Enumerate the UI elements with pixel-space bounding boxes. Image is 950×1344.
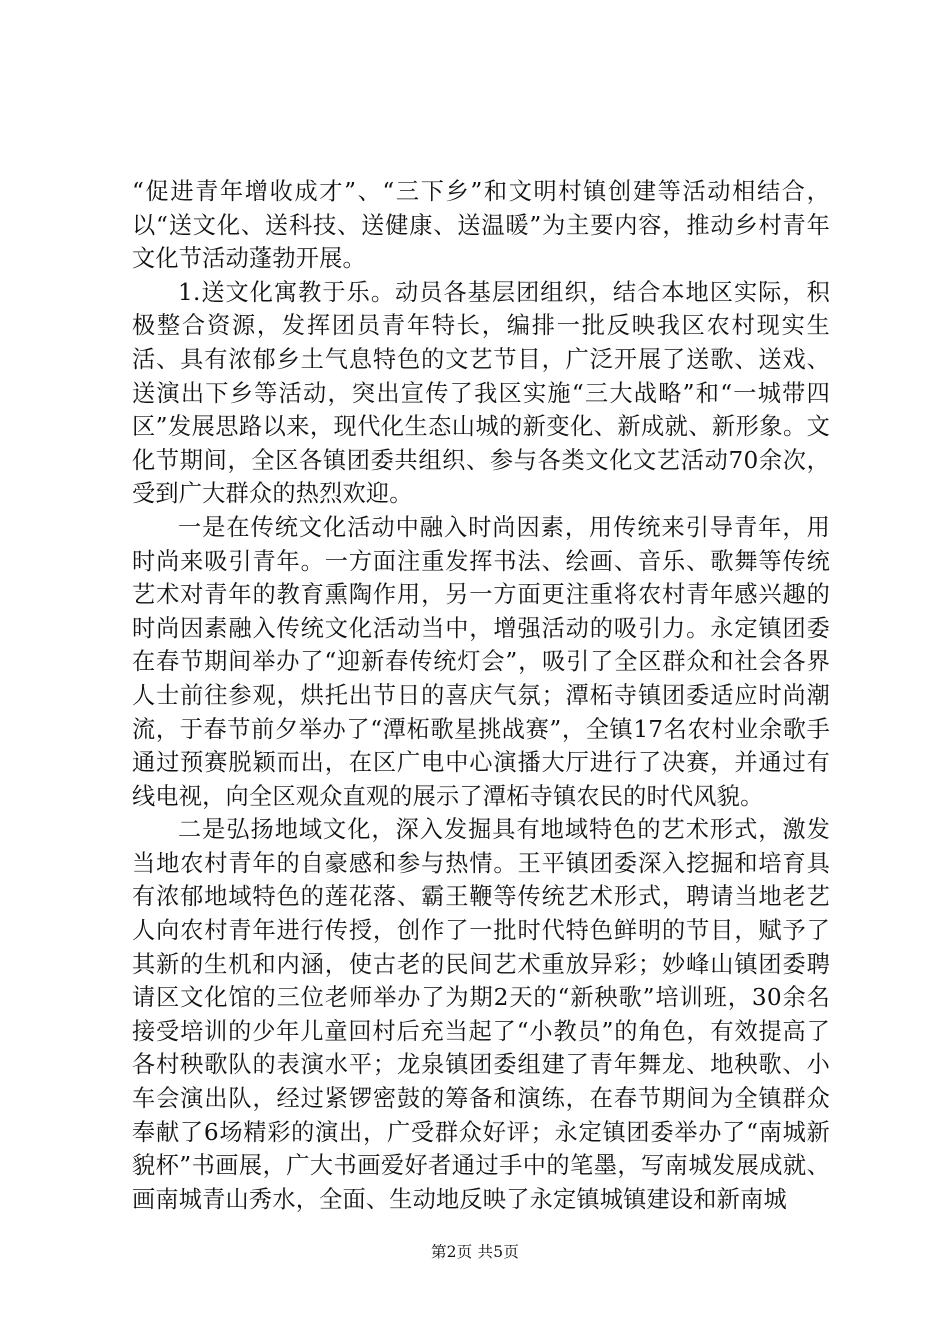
- paragraph-3: 一是在传统文化活动中融入时尚因素，用传统来引导青年，用时尚来吸引青年。一方面注重发挥书法、绘画、音乐、歌舞等传统艺术对青年的教育熏陶作用，另一方面更注重将农村青年感兴趣的时尚因素融入传统文化活动当中，增强活动的吸引力。永定镇团委在春节期间举办了“迎新春传统灯会”，吸引了全区群众和社会各界人士前往参观，烘托出节日的喜庆气氛；潭柘寺镇团委适应时尚潮流，于春节前夕举办了“潭柘歌星挑战赛”，全镇17名农村业余歌手通过预赛脱颖而出，在区广电中心演播大厅进行了决赛，并通过有线电视，向全区观众直观的展示了潭柘寺镇农民的时代风貌。: [132, 513, 830, 810]
- document-body: [132, 175, 830, 1216]
- paragraph-2: 1.送文化寓教于乐。动员各基层团组织，结合本地区实际，积极整合资源，发挥团员青年特长，编排一批反映我区农村现实生活、具有浓郁乡土气息特色的文艺节目，广泛开展了送歌、送戏、送演出下乡等活动，突出宣传了我区实施“三大战略”和“一城带四区”发展思路以来，现代化生态山城的新变化、新成就、新形象。文化节期间，全区各镇团委共组织、参与各类文化文艺活动70余次，受到广大群众的热烈欢迎。: [132, 278, 830, 508]
- page-number-footer: 第2页 共5页: [430, 1243, 520, 1261]
- paragraph-1: “促进青年增收成才”、“三下乡”和文明村镇创建等活动相结合，以“送文化、送科技、送健康、送温暖”为主要内容，推动乡村青年文化节活动蓬勃开展。: [132, 178, 830, 273]
- paragraph-4: 二是弘扬地域文化，深入发掘具有地域特色的艺术形式，激发当地农村青年的自豪感和参与热情。王平镇团委深入挖掘和培育具有浓郁地域特色的莲花落、霸王鞭等传统艺术形式，聘请当地老艺人向农村青年进行传授，创作了一批时代特色鲜明的节目，赋予了其新的生机和内涵，使古老的民间艺术重放异彩；妙峰山镇团委聘请区文化馆的三位老师举办了为期2天的“新秧歌”培训班，30余名接受培训的少年儿童回村后充当起了“小教员”的角色，有效提高了各村秧歌队的表演水平；龙泉镇团委组建了青年舞龙、地秧歌、小车会演出队，经过紧锣密鼓的筹备和演练，在春节期间为全镇群众奉献了6场精彩的演出，广受群众好评；永定镇团委举办了“南城新貌杯”书画展，广大书画爱好者通过手中的笔墨，写南城发展成就、画南城青山秀水，全面、生动地反映了永定镇城镇建设和新南城: [132, 816, 830, 1213]
